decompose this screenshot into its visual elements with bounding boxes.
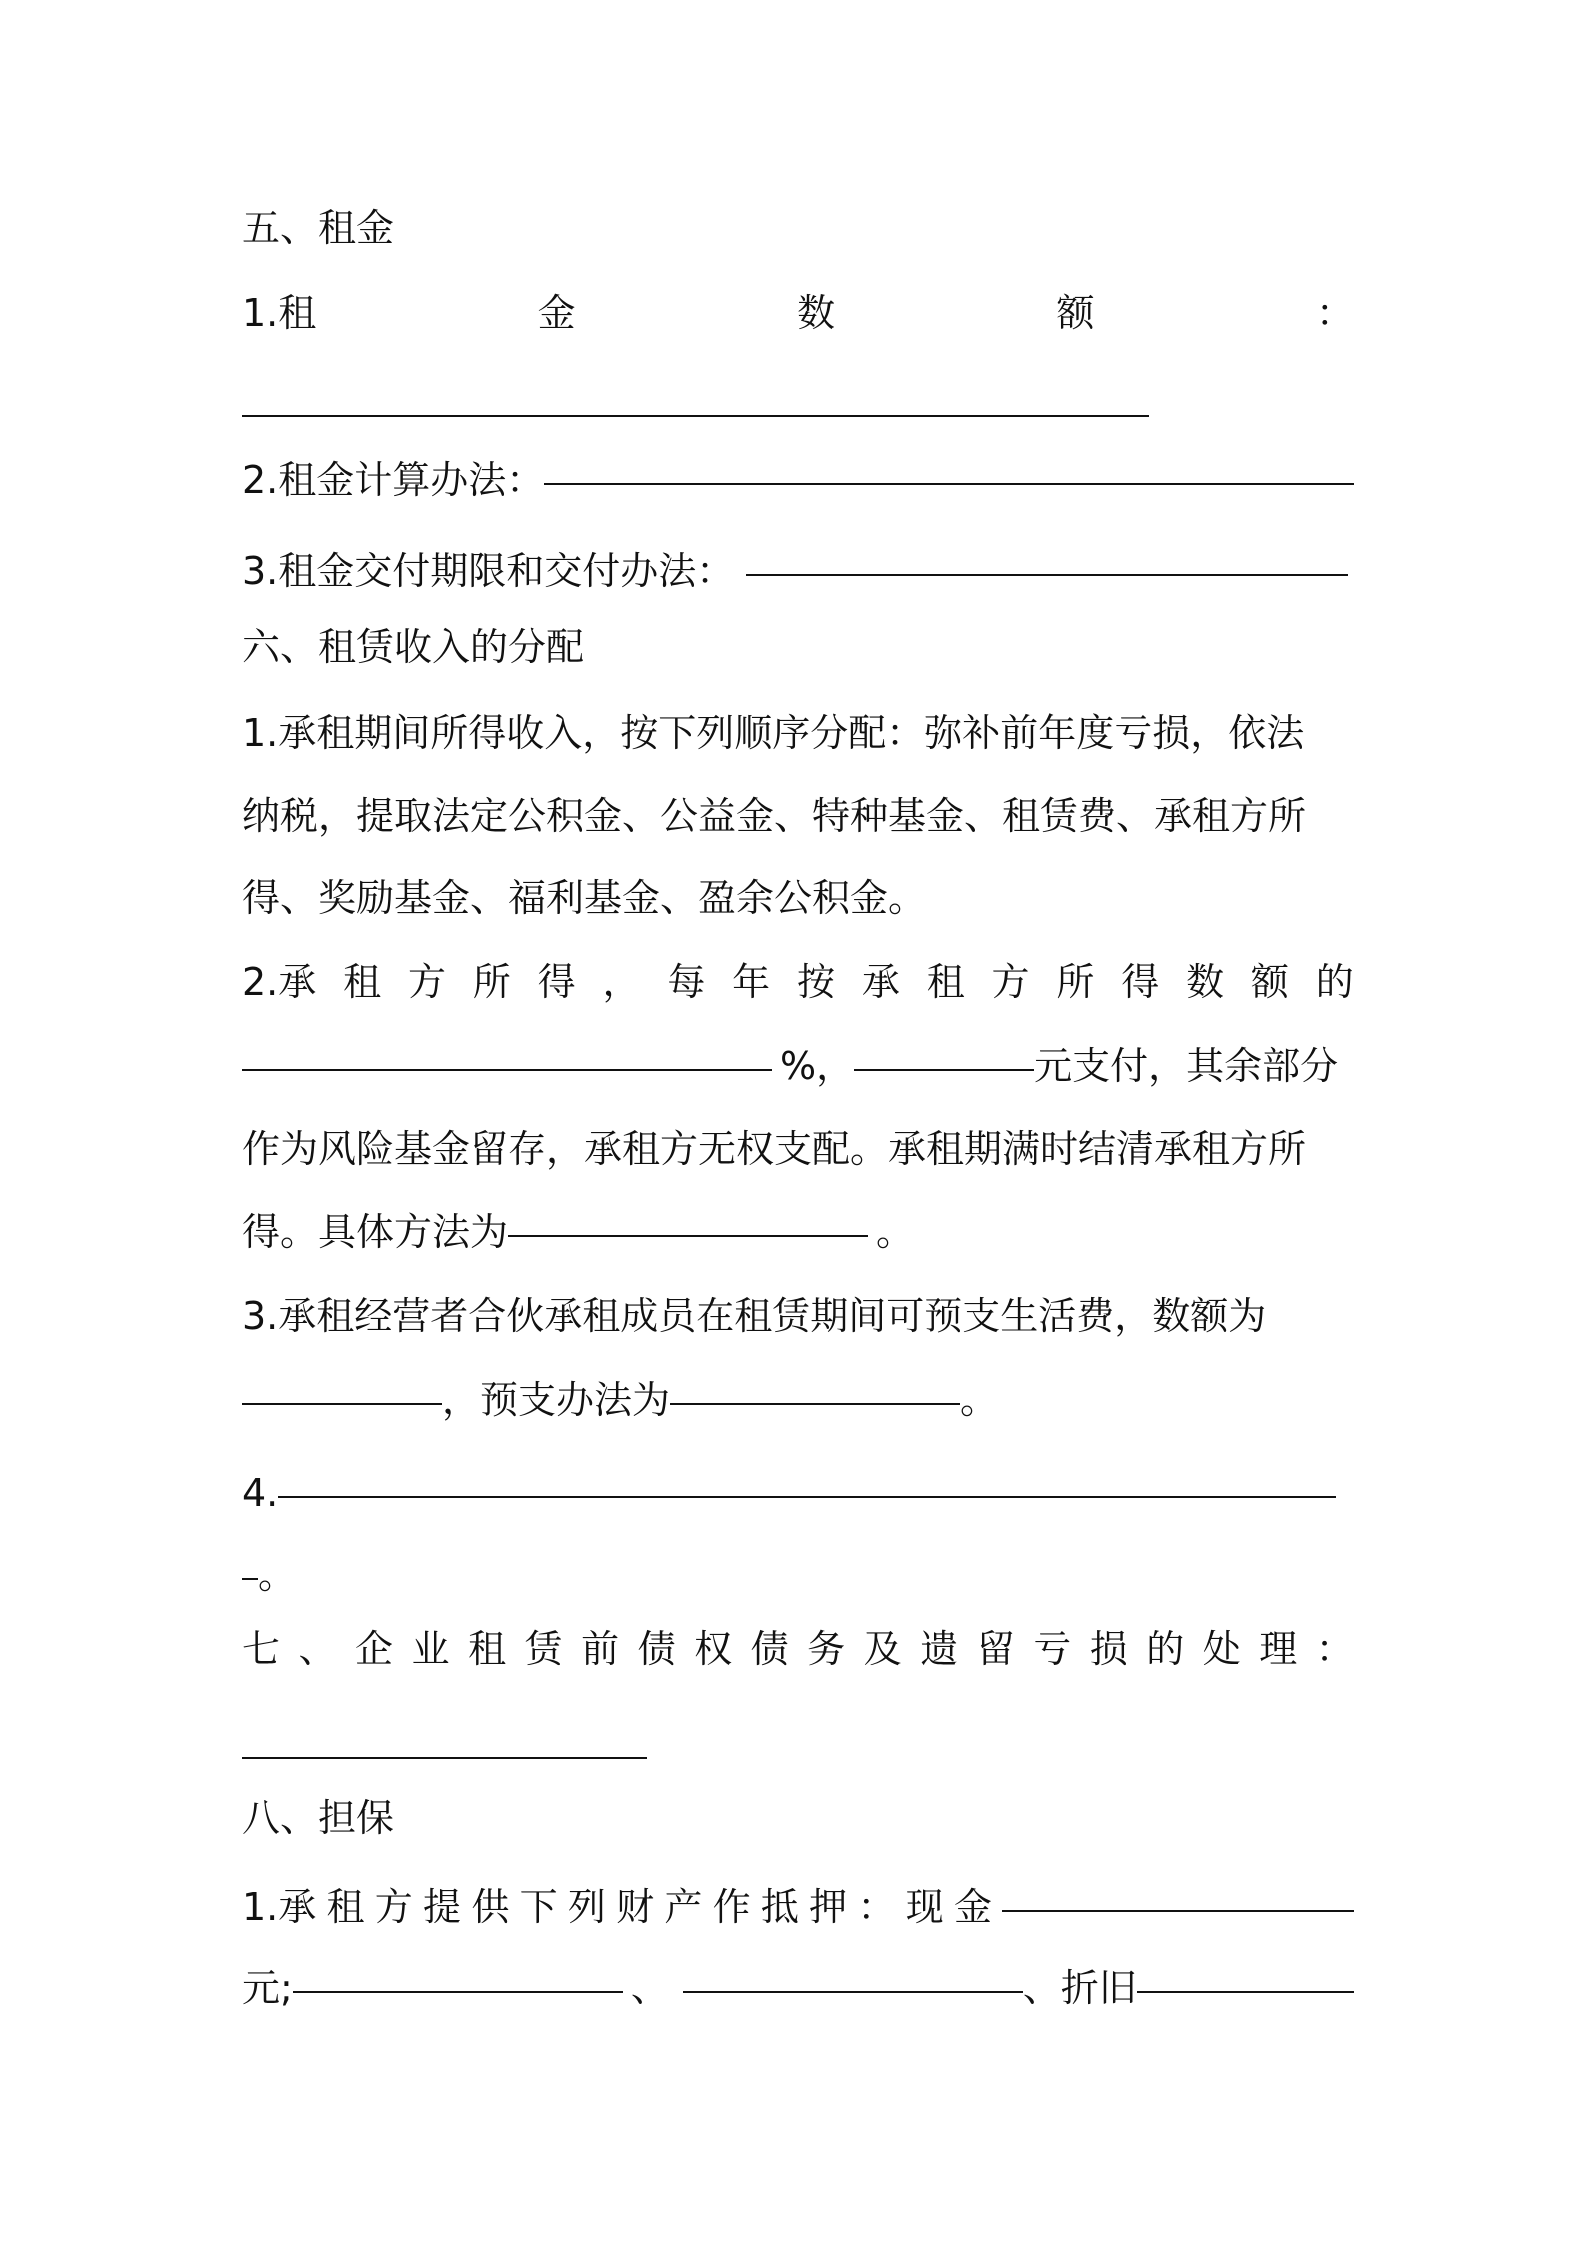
cash-amount-blank[interactable] [1002,1910,1354,1912]
section-7-char: 务 [807,1627,846,1671]
lessee-income-char: 2.承 [242,960,317,1004]
section-7-char: 租 [468,1627,507,1671]
specific-method-end: 。 [876,1210,915,1254]
lessee-income-line-1 [242,952,1354,1012]
lessee-income-char: 租 [343,960,382,1004]
section-8-heading: 八、担保 [242,1796,395,1840]
depreciation-label: 、折旧 [1022,1966,1137,2010]
collateral-item-2-blank[interactable] [683,1991,1023,1993]
lessee-income-char: 得 [537,960,576,1004]
collateral-char: 租 [326,1885,365,1929]
section-7-char: 前 [581,1627,620,1671]
percent-blank[interactable] [242,1069,772,1071]
rent-amount-char: 1.租 [242,291,317,335]
lessee-income-char: 按 [797,960,836,1004]
income-distribution-line-3: 得、奖励基金、福利基金、盈余公积金。 [242,876,927,920]
collateral-char: 产 [664,1885,703,1929]
living-expenses-line-2 [242,1370,1354,1430]
section-7-char: 损 [1089,1627,1128,1671]
lessee-income-char: 所 [472,960,511,1004]
lessee-income-char: 数 [1186,960,1225,1004]
item-4-continuation [242,1545,1354,1605]
section-7-char: 亏 [1033,1627,1072,1671]
lessee-income-line-3: 作为风险基金留存，承租方无权支配。承租期满时结清承租方所 [242,1127,1307,1171]
item-4-end: 。 [258,1553,297,1597]
collateral-line-2 [242,1958,1354,2018]
section-7-char: 及 [863,1627,902,1671]
collateral-item-1-blank[interactable] [293,1991,623,1993]
collateral-char: 押 [809,1885,848,1929]
advance-method-label: ，预支办法为 [442,1378,671,1422]
section-7-char: ： [1315,1627,1354,1671]
lessee-income-char: 额 [1250,960,1289,1004]
lessee-income-char: 方 [991,960,1030,1004]
lessee-income-line-2 [242,1036,1354,1096]
lessee-income-char: 所 [1056,960,1095,1004]
rent-calc-method-blank[interactable] [544,483,1354,485]
section-7-char: 遗 [920,1627,959,1671]
item-4-blank-continued[interactable] [242,1578,258,1580]
collateral-char: 列 [567,1885,606,1929]
collateral-char: 抵 [760,1885,799,1929]
collateral-char: 现 [905,1885,944,1929]
rent-calc-method-line [242,450,1354,510]
rent-calc-method-label: 2.租金计算办法： [242,458,545,502]
lessee-income-char: 得 [1121,960,1160,1004]
rent-payment-blank[interactable] [746,574,1348,576]
collateral-char: 作 [712,1885,751,1929]
rent-payment-line [242,541,1354,601]
payment-amount-blank[interactable] [854,1069,1034,1071]
section-7-char: 留 [976,1627,1015,1671]
advance-method-blank[interactable] [670,1403,960,1405]
section-7-char: 债 [637,1627,676,1671]
section-6-heading: 六、租赁收入的分配 [242,625,585,669]
lessee-income-char: 承 [861,960,900,1004]
income-distribution-line-1: 1.承租期间所得收入，按下列顺序分配：弥补前年度亏损，依法 [242,711,1305,755]
rent-amount-blank[interactable] [242,415,1149,417]
income-distribution-line-2: 纳税，提取法定公积金、公益金、特种基金、租赁费、承租方所 [242,794,1307,838]
percent-sign: %， [780,1044,855,1088]
specific-method-blank[interactable] [508,1235,868,1237]
item-4-prefix: 4. [242,1471,279,1515]
section-7-char: 的 [1146,1627,1185,1671]
collateral-char: ： [857,1885,896,1929]
living-expenses-amount-blank[interactable] [242,1403,442,1405]
section-7-char: 业 [411,1627,450,1671]
section-5-heading: 五、租金 [242,206,395,250]
section-7-char: 权 [694,1627,733,1671]
lessee-income-char: 的 [1315,960,1354,1004]
section-7-char: 处 [1202,1627,1241,1671]
depreciation-blank[interactable] [1137,1991,1354,1993]
collateral-char: 方 [374,1885,413,1929]
rent-payment-label: 3.租金交付期限和交付办法： [242,549,735,593]
rent-amount-char: ： [1315,291,1354,335]
lessee-income-char: ， [602,960,641,1004]
collateral-char: 1.承 [242,1885,317,1929]
rent-amount-char: 金 [537,291,576,335]
section-7-char: 七 [242,1627,281,1671]
collateral-line-1 [242,1877,1354,1937]
section-7-char: 、 [298,1627,337,1671]
debt-handling-blank[interactable] [242,1757,647,1759]
yuan-label: 元; [242,1966,293,2010]
section-7-char: 企 [355,1627,394,1671]
rent-amount-char: 数 [797,291,836,335]
collateral-label [242,1877,992,1937]
lessee-income-char: 年 [732,960,771,1004]
collateral-char: 下 [519,1885,558,1929]
lessee-income-char: 租 [926,960,965,1004]
section-7-char: 理 [1259,1627,1298,1671]
living-expenses-line-1: 3.承租经营者合伙承租成员在租赁期间可预支生活费，数额为 [242,1294,1267,1338]
collateral-separator: 、 [630,1966,669,2010]
specific-method-label: 得。具体方法为 [242,1210,509,1254]
lessee-income-char: 方 [407,960,446,1004]
section-7-heading [242,1619,1354,1679]
item-4-line [242,1463,1354,1523]
lessee-income-char: 每 [667,960,706,1004]
rent-amount-label [242,283,1354,343]
collateral-char: 金 [953,1885,992,1929]
collateral-char: 提 [423,1885,462,1929]
section-7-char: 赁 [524,1627,563,1671]
collateral-char: 财 [616,1885,655,1929]
item-4-blank[interactable] [278,1496,1336,1498]
advance-method-end: 。 [960,1378,999,1422]
remainder-text: 元支付，其余部分 [1034,1044,1339,1088]
rent-amount-char: 额 [1056,291,1095,335]
lessee-income-line-4 [242,1202,1354,1262]
section-7-char: 债 [750,1627,789,1671]
collateral-char: 供 [471,1885,510,1929]
